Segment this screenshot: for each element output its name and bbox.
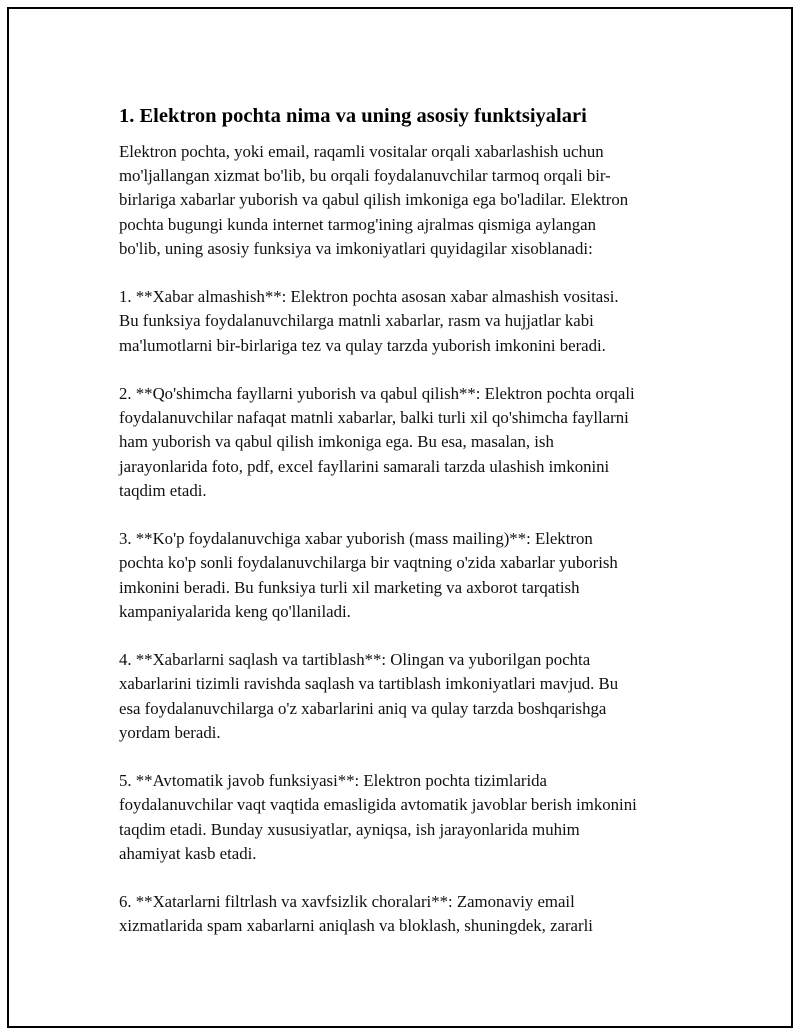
- paragraph-item-2: 2. **Qo'shimcha fayllarni yuborish va qabul qilish**: Elektron pochta orqali foydalanuvchilar nafaqat matnli xabarlar, balki turli xil qo'shimcha fayllarni ham yuborish va qabul qilish imkoniga ega. Bu esa, masalan, ish jarayonlarida foto, pdf, excel fayllarini samarali tarzda ulashish imkonini taqdim etadi.: [119, 384, 635, 500]
- paragraph-item-4: 4. **Xabarlarni saqlash va tartiblash**: Olingan va yuborilgan pochta xabarlarini tizimli ravishda saqlash va tartiblash imkoniyatlari mavjud. Bu esa foydalanuvchilarga o'z xabarlarini aniq va qulay tarzda boshqarishga yordam beradi.: [119, 650, 619, 742]
- section-heading: 1. Elektron pochta nima va uning asosiy funktsiyalari: [119, 105, 587, 127]
- paragraph-intro: Elektron pochta, yoki email, raqamli vositalar orqali xabarlashish uchun mo'ljallangan xizmat bo'lib, bu orqali foydalanuvchilar tarmoq orqali bir- birlariga xabarlar yuborish va qabul qilish imkoniga ega bo'ladilar. Elektron pochta bugungi kunda internet tarmog'ining ajralmas qismiga aylangan bo'lib, uning asosiy funksiya va imkoniyatlari quyidagilar xisoblanadi:: [119, 142, 629, 258]
- page-border: [7, 7, 793, 1028]
- paragraph-item-6: 6. **Xatarlarni filtrlash va xavfsizlik choralari**: Zamonaviy email xizmatlarida spam xabarlarni aniqlash va bloklash, shuningdek, zararli: [119, 892, 593, 936]
- document-body: [119, 97, 709, 963]
- paragraph-item-5: 5. **Avtomatik javob funksiyasi**: Elektron pochta tizimlarida foydalanuvchilar vaqt vaqtida emasligida avtomatik javoblar berish imkonini taqdim etadi. Bunday xususiyatlar, ayniqsa, ish jarayonlarida muhim ahamiyat kasb etadi.: [119, 771, 637, 863]
- paragraph-item-1: 1. **Xabar almashish**: Elektron pochta asosan xabar almashish vositasi. Bu funksiya foydalanuvchilarga matnli xabarlar, rasm va hujjatlar kabi ma'lumotlarni bir-birlariga tez va qulay tarzda yuborish imkonini beradi.: [119, 287, 619, 355]
- paragraph-item-3: 3. **Ko'p foydalanuvchiga xabar yuborish (mass mailing)**: Elektron pochta ko'p sonli foydalanuvchilarga bir vaqtning o'zida xabarlar yuborish imkonini beradi. Bu funksiya turli xil marketing va axborot tarqatish kampaniyalarida keng qo'llaniladi.: [119, 529, 618, 621]
